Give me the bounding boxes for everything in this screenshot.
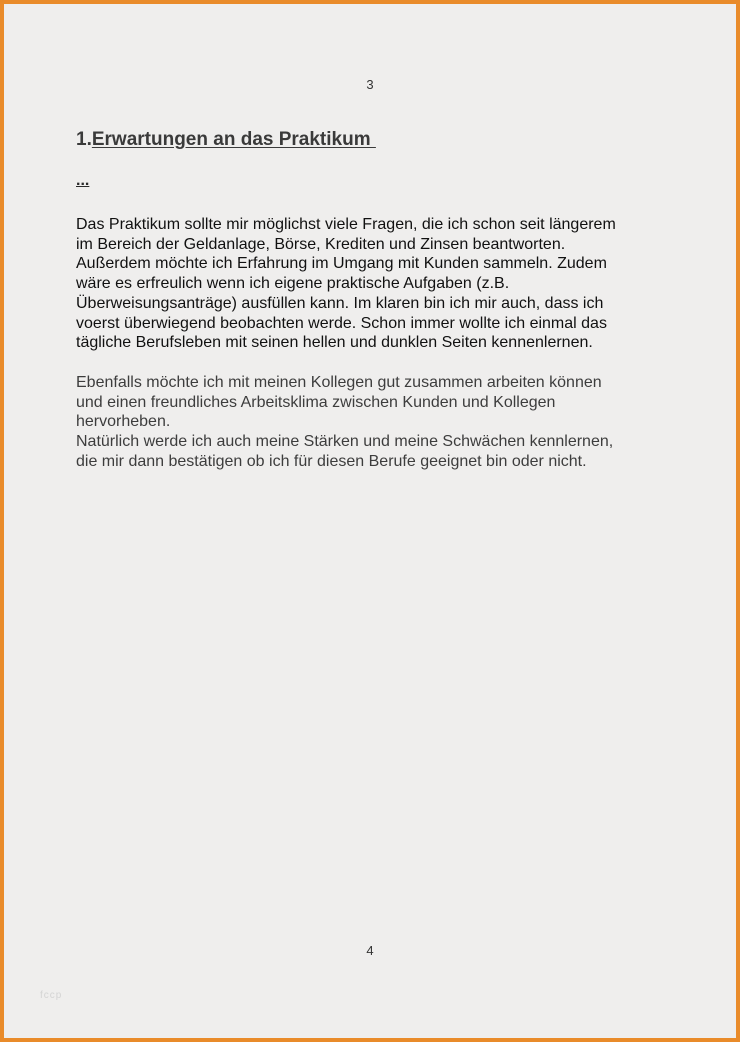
- paragraph-line: die mir dann bestätigen ob ich für diesen Berufe geeignet bin oder nicht.: [76, 452, 587, 470]
- paragraph-line: hervorheben.: [76, 413, 171, 431]
- paragraph-line: und einen freundliches Arbeitsklima zwischen Kunden und Kollegen: [76, 393, 556, 411]
- page-number-bottom: 4: [366, 943, 374, 958]
- paragraph-colleagues: [76, 373, 676, 472]
- section-heading: [76, 129, 376, 151]
- paragraph-line: Das Praktikum sollte mir möglichst viele Fragen, die ich schon seit längerem: [76, 216, 616, 233]
- section-number: 1.: [76, 129, 92, 150]
- paragraph-line: wäre es erfreulich wenn ich eigene praktische Aufgaben (z.B.: [76, 275, 510, 293]
- paragraph-line: voerst überwiegend beobachten werde. Schon immer wollte ich einmal das: [76, 314, 607, 332]
- watermark: fccp: [40, 990, 63, 1001]
- paragraph-expectations: [76, 215, 676, 353]
- ellipsis-marker: ...: [76, 172, 90, 189]
- paragraph-line: im Bereich der Geldanlage, Börse, Krediten und Zinsen beantworten.: [76, 235, 566, 253]
- paragraph-line: Ebenfalls möchte ich mit meinen Kollegen gut zusammen arbeiten können: [76, 374, 602, 391]
- paragraph-line: Außerdem möchte ich Erfahrung im Umgang mit Kunden sammeln. Zudem: [76, 255, 607, 273]
- section-title: Erwartungen an das Praktikum: [91, 129, 376, 150]
- paragraph-line: tägliche Berufsleben mit seinen hellen und dunklen Seiten kennenlernen.: [76, 334, 593, 352]
- paragraph-line: Überweisungsanträge) ausfüllen kann. Im klaren bin ich mir auch, dass ich: [76, 294, 604, 312]
- page-number-top: 3: [366, 77, 374, 92]
- paragraph-line: Natürlich werde ich auch meine Stärken und meine Schwächen kennlernen,: [76, 433, 614, 451]
